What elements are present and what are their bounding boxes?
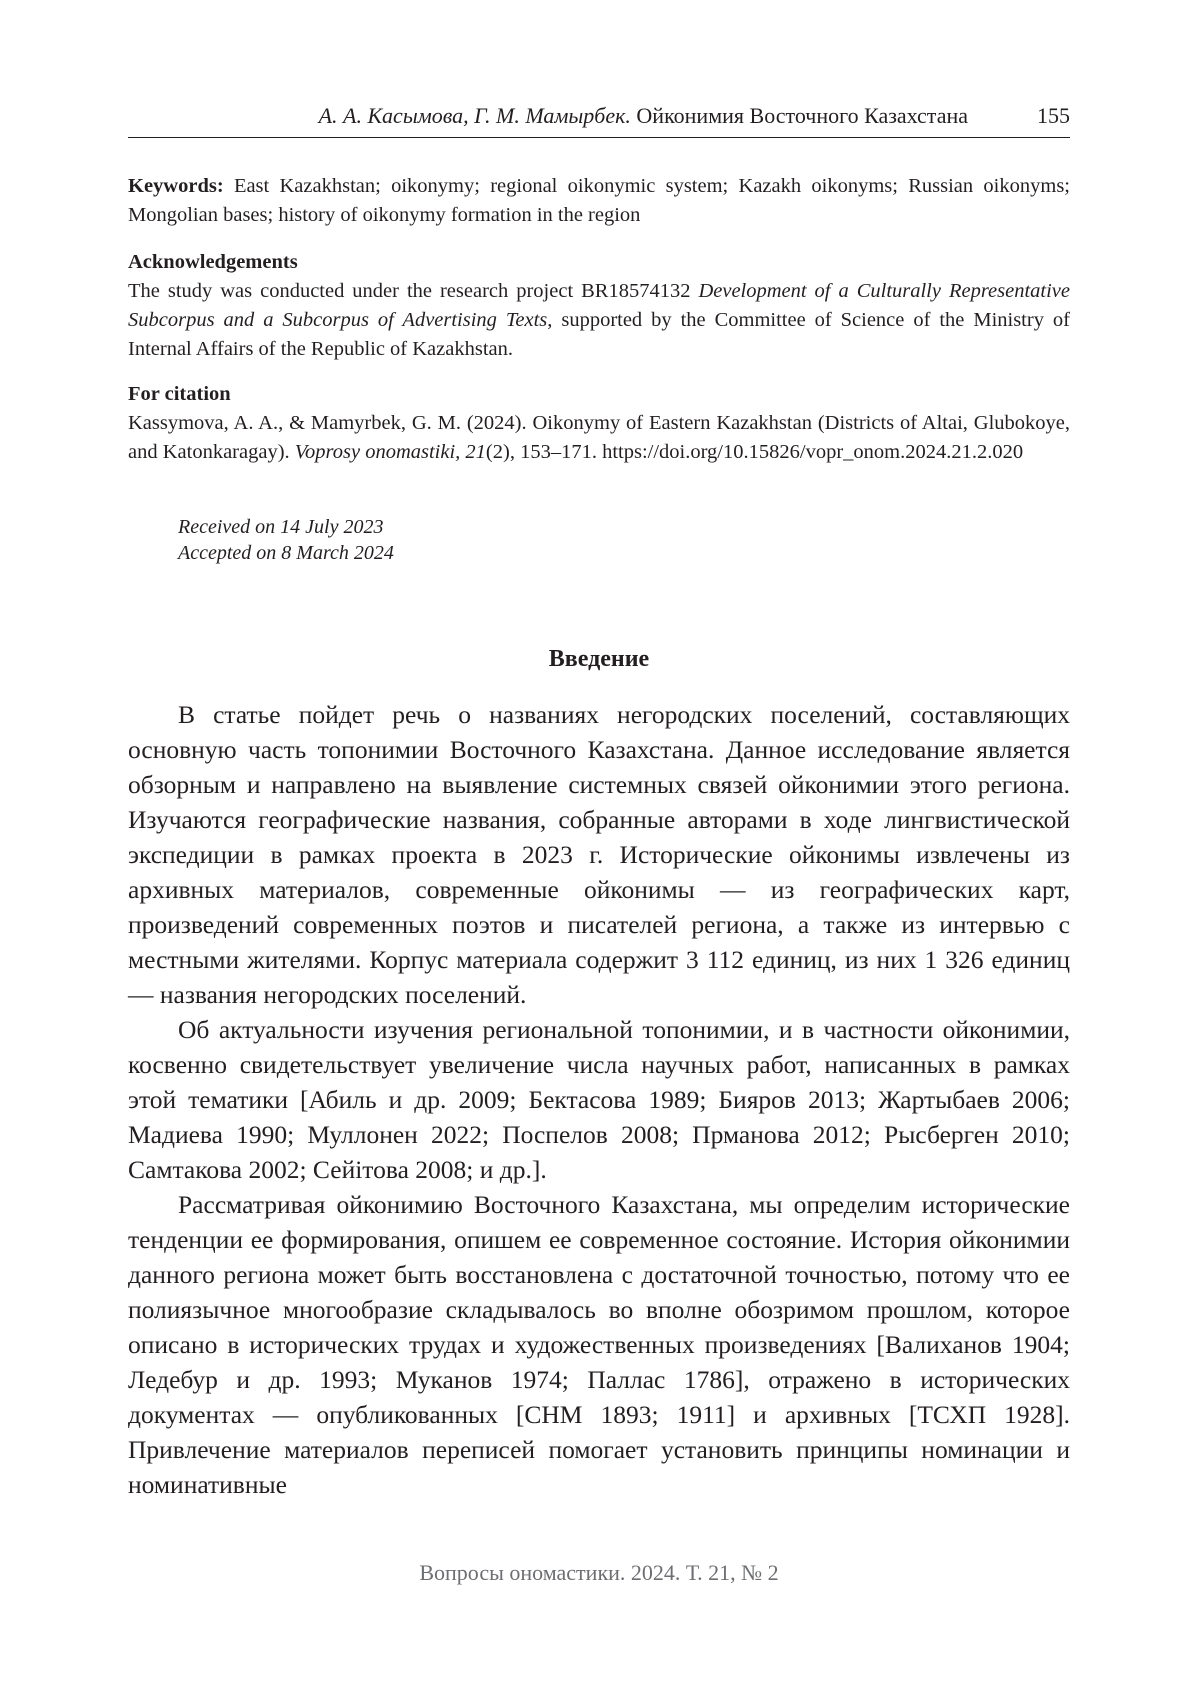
- header-authors: А. А. Касымова, Г. М. Мамырбек.: [318, 103, 631, 128]
- citation-text-before: Kassymova, A. A., & Mamyrbek, G. M. (2024). Oikonymy of Eastern Kazakhstan (Districts of Altai, Glubokoye, and Katonkaragay).: [128, 412, 1070, 463]
- body-text: [128, 697, 1070, 1502]
- page-number: 155: [1037, 103, 1070, 128]
- keywords-label: Keywords:: [128, 175, 224, 197]
- keywords-text: East Kazakhstan; oikonymy; regional oikonymic system; Kazakh oikonyms; Russian oikonyms; Mongolian bases; history of oikonymy formation in the region: [128, 175, 1070, 226]
- paragraph-1: В статье пойдет речь о названиях негородских поселений, составляющих основную часть топонимии Восточного Казахстана. Данное исследование является обзорным и направлено на выявление системных связей ойконимии этого региона. Изучаются географические названия, собранные авторами в ходе лингвистической экспедиции в рамках проекта в 2023 г. Исторические ойконимы извлечены из архивных материалов, современные ойконимы — из географических карт, произведений современных поэтов и писателей региона, а также из интервью с местными жителями. Корпус материала содержит 3 112 единиц, из них 1 326 единиц — названия негородских поселений.: [128, 700, 1070, 1009]
- citation-heading: For citation: [128, 383, 231, 405]
- ack-text-after: , supported by the Committee of Science of the Ministry of Internal Affairs of the Republic of Kazakhstan.: [128, 309, 1070, 360]
- journal-footer: Вопросы ономастики. 2024. Т. 21, № 2: [419, 1560, 779, 1585]
- running-head: [128, 103, 1070, 138]
- project-title: Development of a Culturally Representative Subcorpus and a Subcorpus of Advertising Texts: [128, 280, 1070, 331]
- citation-text: [128, 409, 1070, 467]
- header-title: Ойконимия Восточного Казахстана: [636, 103, 968, 128]
- citation-text-after: (2), 153–171. https://doi.org/10.15826/vopr_onom.2024.21.2.020: [485, 441, 1024, 463]
- dates-block: [178, 514, 394, 566]
- acknowledgements-text: [128, 277, 1070, 364]
- section-title: Введение: [548, 646, 650, 672]
- accepted-date: Accepted on 8 March 2024: [178, 542, 394, 564]
- ack-text-before: The study was conducted under the research project BR18574132: [128, 280, 699, 302]
- paragraph-2: Об актуальности изучения региональной топонимии, и в частности ойконимии, косвенно свидетельствует увеличение числа научных работ, написанных в рамках этой тематики [Абиль и др. 2009; Бектасова 1989; Бияров 2013; Жартыбаев 2006; Мадиева 1990; Муллонен 2022; Поспелов 2008; Прманова 2012; Рысберген 2010; Самтакова 2002; Сейітова 2008; и др.].: [128, 1015, 1070, 1184]
- citation-journal: Voprosy onomastiki, 21: [294, 441, 486, 463]
- keywords-block: [128, 172, 1070, 230]
- received-date: Received on 14 July 2023: [178, 516, 384, 538]
- paragraph-3: Рассматривая ойконимию Восточного Казахстана, мы определим исторические тенденции ее формирования, опишем ее современное состояние. История ойконимии данного региона может быть восстановлена с достаточной точностью, потому что ее полиязычное многообразие складывалось во вполне обозримом прошлом, которое описано в исторических трудах и художественных произведениях [Валиханов 1904; Ледебур и др. 1993; Муканов 1974; Паллас 1786], отражено в исторических документах — опубликованных [СНМ 1893; 1911] и архивных [ТСХП 1928]. Привлечение материалов переписей помогает установить принципы номинации и номинативные: [128, 1190, 1070, 1499]
- running-title: [319, 103, 968, 129]
- acknowledgements-heading: Acknowledgements: [128, 251, 298, 273]
